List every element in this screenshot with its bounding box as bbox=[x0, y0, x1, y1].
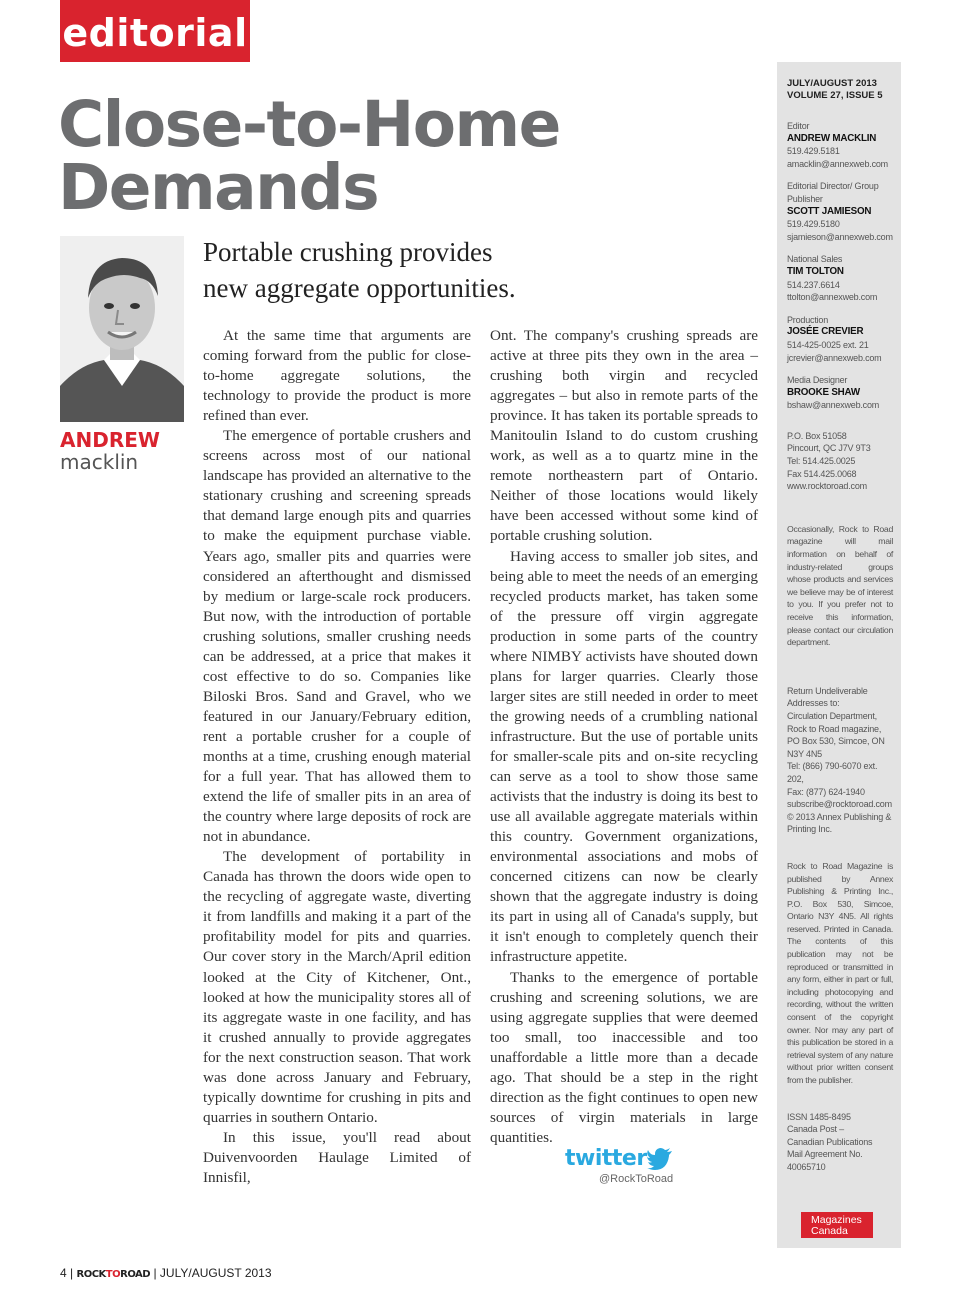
staff-email[interactable]: jcrevier@annexweb.com bbox=[787, 352, 882, 363]
staff-role: Editorial Director/ Group Publisher bbox=[787, 181, 879, 204]
staff-email[interactable]: sjamieson@annexweb.com bbox=[787, 231, 893, 242]
staff-phone: 519.429.5180 bbox=[787, 219, 840, 230]
author-first-name: ANDREW bbox=[60, 428, 160, 452]
page-footer bbox=[60, 1266, 272, 1280]
paragraph: At the same time that arguments are coming forward from the public for close-to-home aggregate solutions, the technology to provide the product is more refined than ever. bbox=[203, 327, 471, 425]
article-deck bbox=[203, 234, 603, 306]
address-line: Fax 514.425.0068 bbox=[787, 468, 857, 479]
section-badge: editorial bbox=[60, 0, 250, 62]
staff-name: JOSÉE CREVIER bbox=[787, 326, 864, 338]
address-line: Pincourt, QC J7V 9T3 bbox=[787, 443, 871, 454]
return-line: N3Y 4N5 bbox=[787, 748, 822, 759]
return-line: Return Undeliverable bbox=[787, 685, 868, 696]
footer-issue-date: | JULY/AUGUST 2013 bbox=[153, 1266, 272, 1280]
author-last-name: macklin bbox=[60, 450, 139, 474]
twitter-promo[interactable] bbox=[565, 1146, 695, 1192]
headline-line-2: Demands bbox=[58, 151, 379, 224]
issue-info bbox=[787, 78, 893, 102]
staff-email[interactable]: bshaw@annexweb.com bbox=[787, 400, 880, 411]
staff-role: National Sales bbox=[787, 254, 843, 265]
return-line: Rock to Road magazine, bbox=[787, 723, 882, 734]
staff-production bbox=[787, 314, 893, 364]
brand-part: ROCK bbox=[76, 1269, 106, 1280]
paragraph: Having access to smaller job sites, and being able to meet the needs of an emerging recycled products market, has taken some of the pressure off virgin aggregate production in some parts of the country where NIMBY activists have shouted down plans for larger quarries. Clearly those larger sites are still needed in order to meet the growing needs of a crumbling national infrastructure. But the use of portable units for smaller-scale pits and on-site recycling can serve as a tool to show those same activists that the industry is doing its best to use all available aggregate materials within this country. Government organizations, environmental associations and mobs of concerned citizens can now be clearly shown that the aggregate industry is doing its part in using all of Canada's supply, but it isn't enough to completely quench their infrastructure appetite. bbox=[490, 547, 758, 966]
staff-email[interactable]: ttolton@annexweb.com bbox=[787, 292, 878, 303]
body-column-2 bbox=[490, 326, 758, 1148]
staff-phone: 514-425-0025 ext. 21 bbox=[787, 339, 869, 350]
brand-logo bbox=[77, 1269, 151, 1280]
twitter-wordmark: twitter bbox=[565, 1146, 647, 1171]
staff-name: BROOKE SHAW bbox=[787, 386, 860, 398]
staff-designer bbox=[787, 374, 893, 412]
masthead-sidebar bbox=[777, 62, 901, 1248]
return-line: Fax: (877) 624-1940 bbox=[787, 786, 865, 797]
logo-line: Magazines bbox=[811, 1214, 862, 1226]
issn-line: Canadian Publications bbox=[787, 1136, 873, 1147]
staff-editor bbox=[787, 120, 893, 170]
paragraph: The development of portability in Canada has thrown the doors wide open to the recycling of aggregate waste, diverting it from landfills and making it a part of the profitability model for pits and quarries. Our cover story in the March/April edition looked at the City of Kitchener, Ont., looked at how the municipality stores all of its aggregate waste in one facility, and has it crushed annually to provide aggregates for the next construction season. That work was done across January and February, typically downtime for crushing in pits and quarries in southern Ontario. bbox=[203, 848, 471, 1126]
issn-info bbox=[787, 1111, 893, 1174]
paragraph: The emergence of portable crushers and screens across most of our national landscape has provided an alternative to the stationary crushing and screening spreads that demand large enough pits and quarries to make the equipment purchase viable. Years ago, smaller pits and quarries were considered an afterthought and dismissed by medium or large-scale rock producers. But now, with the introduction of portable crushing solutions, smaller crushing needs can be addressed, at a price that makes it cost effective to do so. Companies like Biloski Bros. Sand and Gravel, who we featured in our January/February edition, rent a portable crusher for a couple of months at a time, crushing enough material for a full year. That has allowed them to extend the life of smaller pits in an area of the country where large deposits of rock are not in abundance. bbox=[203, 427, 471, 846]
logo-line: Canada bbox=[811, 1224, 848, 1237]
issn-line: Mail Agreement No. 40065710 bbox=[787, 1149, 863, 1172]
staff-phone: 514.237.6614 bbox=[787, 279, 840, 290]
deck-line-2: new aggregate opportunities. bbox=[203, 273, 516, 303]
address-line: P.O. Box 51058 bbox=[787, 430, 847, 441]
brand-part: ROAD bbox=[120, 1269, 151, 1280]
staff-name: TIM TOLTON bbox=[787, 265, 844, 277]
twitter-logo[interactable] bbox=[565, 1146, 695, 1171]
footer-separator: | bbox=[70, 1266, 74, 1280]
staff-phone: 519.429.5181 bbox=[787, 146, 840, 157]
body-column-1 bbox=[203, 326, 471, 1188]
issn-line: Canada Post – bbox=[787, 1124, 844, 1135]
staff-role: Editor bbox=[787, 121, 810, 131]
return-line: © 2013 Annex Publishing & bbox=[787, 811, 892, 822]
brand-part: TO bbox=[105, 1269, 121, 1280]
article-headline bbox=[58, 88, 658, 224]
return-line: PO Box 530, Simcoe, ON bbox=[787, 736, 885, 747]
deck-line-1: Portable crushing provides bbox=[203, 237, 493, 267]
office-address bbox=[787, 430, 893, 493]
return-line: Tel: (866) 790-6070 ext. 202, bbox=[787, 761, 878, 784]
twitter-handle[interactable]: @RockToRoad bbox=[599, 1173, 674, 1185]
website-link[interactable]: www.rocktoroad.com bbox=[787, 481, 867, 492]
privacy-notice: Occasionally, Rock to Road magazine will mail information on behalf of industry-related groups whose products and services we believe may be of interest to you. If you prefer not to receive this information, please contact our circulation department. bbox=[787, 523, 893, 648]
paragraph: Ont. The company's crushing spreads are active at three pits they own in the area – crushing both virgin and recycled aggregates – but also in remote parts of the province. It has taken its portable spreads to Manitoulin Island to do custom crushing work, as well as a to quartz mine in the remote northeastern part of Ontario. Neither of those locations would likely have been accessed without some kind of portable crushing solution. bbox=[490, 327, 758, 545]
author-portrait-image bbox=[60, 236, 184, 422]
staff-role: Media Designer bbox=[787, 375, 848, 386]
paragraph: Thanks to the emergence of portable crushing and screening solutions, we are using aggregate supplies that were deemed too small, too inaccessible and too unaffordable a little more than a decade ago. That should be a step in the right direction as the fight continues to open new sources of virgin materials in large quantities. bbox=[490, 968, 758, 1146]
page-number: 4 bbox=[60, 1266, 67, 1280]
magazines-canada-logo bbox=[801, 1212, 873, 1238]
staff-sales bbox=[787, 253, 893, 303]
subscribe-email[interactable]: subscribe@rocktoroad.com bbox=[787, 799, 892, 810]
return-line: Addresses to: bbox=[787, 698, 840, 709]
issue-volume: VOLUME 27, ISSUE 5 bbox=[787, 90, 883, 101]
return-line: Printing Inc. bbox=[787, 824, 832, 835]
issn-line: ISSN 1485-8495 bbox=[787, 1111, 851, 1122]
twitter-bird-icon bbox=[647, 1148, 673, 1170]
return-line: Circulation Department, bbox=[787, 710, 877, 721]
staff-email[interactable]: amacklin@annexweb.com bbox=[787, 158, 888, 169]
staff-name: SCOTT JAMIESON bbox=[787, 205, 872, 217]
staff-name: ANDREW MACKLIN bbox=[787, 132, 877, 144]
author-photo bbox=[60, 236, 184, 422]
headline-line-1: Close-to-Home bbox=[58, 88, 560, 161]
copyright-notice: Rock to Road Magazine is published by Annex Publishing & Printing Inc., P.O. Box 530, Simcoe, Ontario N3Y 4N5. All rights reserved. Printed in Canada. The contents of this publication may not be reproduced or transmitted in any form, either in part or full, including photocopying and recording, without the written consent of the copyright owner. Nor may any part of this publication be stored in a retrieval system of any nature without prior written consent from the publisher. bbox=[787, 860, 893, 1085]
staff-role: Production bbox=[787, 314, 829, 325]
staff-publisher bbox=[787, 180, 893, 243]
paragraph: In this issue, you'll read about Duivenvoorden Haulage Limited of Innisfil, bbox=[203, 1128, 471, 1186]
return-address bbox=[787, 685, 893, 836]
issue-date: JULY/AUGUST 2013 bbox=[787, 78, 877, 89]
address-line: Tel: 514.425.0025 bbox=[787, 456, 856, 467]
